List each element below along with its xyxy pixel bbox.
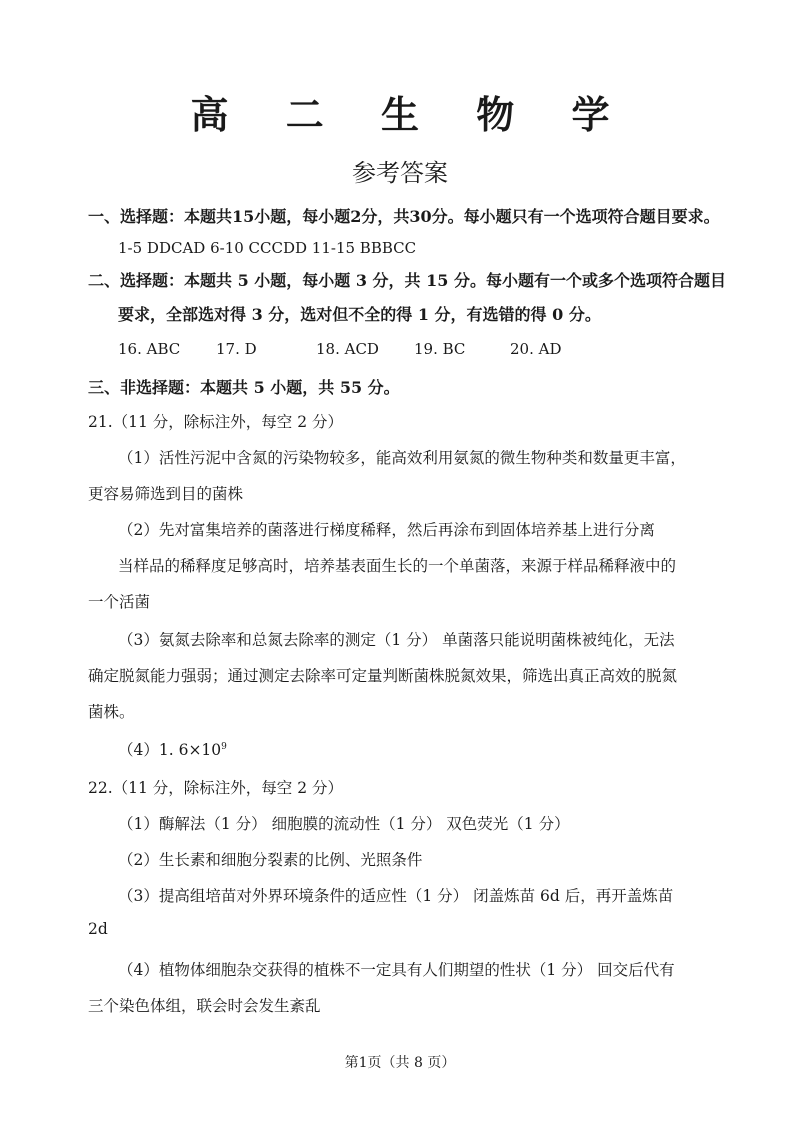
q22-part2: （2）生长素和细胞分裂素的比例、光照条件 <box>118 851 423 869</box>
section2-answer-20: 20. AD <box>510 340 562 358</box>
section2-heading-line1: 二、选择题：本题共 5 小题，每小题 3 分，共 15 分。每小题有一个或多个选项符合题目 <box>88 271 726 290</box>
q21-part1-line1: （1）活性污泥中含氮的污染物较多，能高效利用氨氮的微生物种类和数量更丰富， <box>118 449 686 467</box>
q22-part4-line1: （4）植物体细胞杂交获得的植株不一定具有人们期望的性状（1 分） 回交后代有 <box>118 961 675 979</box>
section3-heading: 三、非选择题：本题共 5 小题，共 55 分。 <box>88 378 400 397</box>
q21-part4-exponent: 9 <box>221 741 227 752</box>
section2-answer-19: 19. BC <box>414 340 466 358</box>
section2-heading-line2: 要求，全部选对得 3 分，选对但不全的得 1 分，有选错的得 0 分。 <box>118 305 601 324</box>
q22-part1: （1）酶解法（1 分） 细胞膜的流动性（1 分） 双色荧光（1 分） <box>118 815 570 833</box>
page-subtitle: 参考答案 <box>352 159 448 187</box>
section1-answers: 1-5 DDCAD 6-10 CCCDD 11-15 BBBCC <box>118 239 417 257</box>
q21-part2-line1: （2）先对富集培养的菌落进行梯度稀释，然后再涂布到固体培养基上进行分离 <box>118 521 655 539</box>
q22-part3-line2: 2d <box>88 920 108 938</box>
q21-part2-line2: 当样品的稀释度足够高时，培养基表面生长的一个单菌落，来源于样品稀释液中的 <box>118 557 677 575</box>
page-title: 高 二 生 物 学 <box>190 92 632 137</box>
q21-part3-line1: （3）氨氮去除率和总氮去除率的测定（1 分） 单菌落只能说明菌株被纯化，无法 <box>118 631 675 649</box>
q21-part3-line2: 确定脱氮能力强弱；通过测定去除率可定量判断菌株脱氮效果，筛选出真正高效的脱氮 <box>88 667 678 685</box>
q22-part3-line1: （3）提高组培苗对外界环境条件的适应性（1 分） 闭盖炼苗 6d 后，再开盖炼苗 <box>118 887 674 905</box>
q22-header: 22.（11 分，除标注外，每空 2 分） <box>88 779 344 797</box>
section2-answer-17: 17. D <box>216 340 257 358</box>
section2-answer-16: 16. ABC <box>118 340 181 358</box>
section2-answer-18: 18. ACD <box>316 340 379 358</box>
q21-part4 <box>118 738 227 760</box>
q21-header: 21.（11 分，除标注外，每空 2 分） <box>88 413 344 431</box>
q21-part4-base: （4）1. 6×10 <box>118 741 222 759</box>
section1-heading: 一、选择题：本题共15小题，每小题2分，共30分。每小题只有一个选项符合题目要求。 <box>88 207 720 226</box>
page-footer: 第1页（共 8 页） <box>344 1055 456 1071</box>
q21-part2-line3: 一个活菌 <box>88 593 151 611</box>
q21-part3-line3: 菌株。 <box>88 703 135 721</box>
q22-part4-line2: 三个染色体组，联会时会发生紊乱 <box>88 997 321 1015</box>
q21-part1-line2: 更容易筛选到目的菌株 <box>88 485 244 503</box>
